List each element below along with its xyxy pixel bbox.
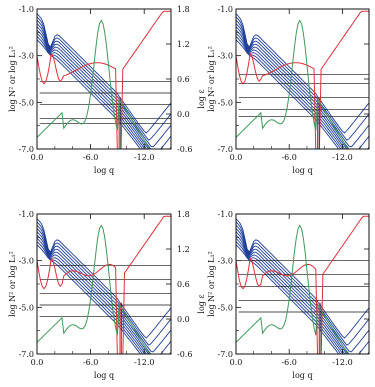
y-left-tick-label: -1.0 [18, 210, 34, 219]
y-right-tick-label: -0.6 [177, 350, 193, 359]
y-left-tick-label: -3.0 [217, 51, 233, 61]
n2-profile [37, 11, 171, 153]
l1-curve [236, 27, 369, 161]
l1-curve [37, 27, 171, 161]
x-tick-label: 0.0 [229, 358, 243, 367]
y-right-tick-label: 0.0 [177, 110, 190, 119]
x-tick-label: 0.0 [30, 153, 44, 162]
panel-top-right [236, 9, 369, 191]
x-tick-label: -12.0 [332, 358, 353, 367]
y-right-tick-label: -0.6 [177, 145, 193, 154]
y-right-axis-label: log ε [197, 89, 206, 109]
x-tick-label: -12.0 [133, 153, 155, 162]
l1-curve [37, 232, 171, 366]
panel-top-left [37, 9, 171, 191]
x-tick-label: -12.0 [332, 153, 353, 162]
y-left-tick-label: -5.0 [217, 303, 233, 313]
y-right-tick-label: 0.6 [177, 75, 190, 84]
l1-curve [236, 24, 369, 156]
l1-curve [37, 222, 171, 345]
x-tick-label: -6.0 [281, 153, 297, 162]
l1-curve [37, 229, 171, 361]
y-left-tick-label: -5.0 [217, 98, 233, 108]
y-left-tick-label: -7.0 [18, 145, 34, 154]
x-axis-label: log q [292, 166, 313, 175]
y-left-axis-label: log N² or log L₁² [207, 251, 216, 317]
x-axis-label: log q [292, 371, 313, 380]
plot-area [37, 11, 171, 191]
y-right-axis-label: log ε [197, 294, 206, 314]
y-left-tick-label: -1.0 [217, 210, 233, 219]
y-left-tick-label: -7.0 [18, 350, 34, 359]
y-left-tick-label: -3.0 [217, 256, 233, 266]
y-left-tick-label: -7.0 [217, 350, 233, 359]
y-left-tick-label: -3.0 [18, 256, 34, 266]
y-left-tick-label: -1.0 [18, 5, 34, 14]
n2-profile [236, 216, 369, 358]
x-axis-label: log q [93, 166, 115, 175]
x-tick-label: 0.0 [30, 358, 44, 367]
y-left-axis-label: log N² or log L₁² [8, 46, 17, 112]
n2-profile [37, 216, 171, 358]
y-left-tick-label: -7.0 [217, 145, 233, 154]
y-right-tick-label: 0.6 [177, 280, 190, 289]
x-tick-label: -6.0 [82, 358, 99, 367]
l1-curve [37, 24, 171, 156]
l1-curve [236, 229, 369, 361]
l1-curve [236, 17, 369, 140]
l1-curve [236, 222, 369, 345]
x-tick-label: -6.0 [281, 358, 297, 367]
y-left-tick-label: -5.0 [18, 303, 34, 313]
y-left-tick-label: -5.0 [18, 98, 34, 108]
plot-area [236, 11, 369, 191]
l1-curve [236, 232, 369, 366]
x-tick-label: 0.0 [229, 153, 243, 162]
y-left-axis-label: log N² or log L₁² [207, 46, 216, 112]
x-tick-label: -12.0 [133, 358, 155, 367]
x-axis-label: log q [93, 371, 115, 380]
y-right-tick-label: 1.2 [177, 245, 190, 254]
y-right-tick-label: 1.8 [177, 5, 190, 14]
y-right-tick-label: 1.2 [177, 40, 190, 49]
y-left-tick-label: -1.0 [217, 5, 233, 14]
x-tick-label: -6.0 [82, 153, 99, 162]
y-left-axis-label: log N² or log L₁² [8, 251, 17, 317]
y-left-tick-label: -3.0 [18, 51, 34, 61]
l1-curve [37, 17, 171, 140]
y-right-tick-label: 0.0 [177, 315, 190, 324]
y-right-tick-label: 1.8 [177, 210, 190, 219]
n2-profile [236, 11, 369, 153]
